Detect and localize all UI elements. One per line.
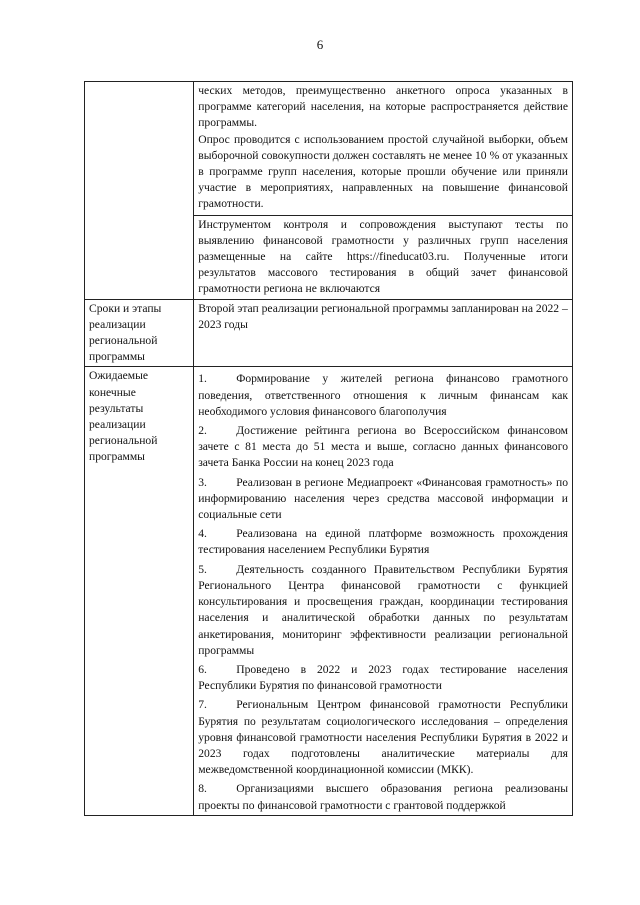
- row-label-empty: [85, 82, 194, 300]
- methods-paragraph-2: Опрос проводится с использованием простой случайной выборки, объем выборочной совокупности должен составлять не менее 10 % от указанных в программе групп населения, которые прошли обучение или приняли участие в мероприятиях, направленных на повышение финансовой грамотности.: [198, 132, 568, 211]
- result-item-5: 5. Деятельность созданного Правительством Республики Бурятия Регионального Центра финансовой грамотности с функцией консультирования и просвещения граждан, координации тестирования населения и аналитической обработки данных по результатам анкетирования, мониторинг эффективности реализации региональной программы: [198, 562, 568, 657]
- row-content-results: [194, 367, 573, 815]
- result-item-3: 3. Реализован в регионе Медиапроект «Финансовая грамотность» по информированию населения через средства массовой информации и социальные сети: [198, 475, 568, 522]
- result-item-8: 8. Организациями высшего образования региона реализованы проекты по финансовой грамотности с грантовой поддержкой: [198, 782, 568, 812]
- methods-paragraph-1: ческих методов, преимущественно анкетного опроса указанных в программе категорий населения, на которые распространяется действие программы.: [198, 84, 568, 130]
- result-item-1: 1. Формирование у жителей региона финансово грамотного поведения, ответственного отношения к личным финансам как необходимого условия финансового благополучия: [198, 372, 568, 418]
- row-content-methods: [194, 82, 573, 300]
- methods-paragraph-3: Инструментом контроля и сопровождения выступают тесты по выявлению финансовой грамотности у различных групп населения размещенные на сайте https://fineducat03.ru. Полученные итоги результатов массового тестирования в общий зачет финансовой грамотности региона не включаются: [194, 215, 572, 298]
- stages-text: Второй этап реализации региональной программы запланирован на 2022 – 2023 годы: [198, 301, 568, 331]
- result-item-6: 6. Проведено в 2022 и 2023 годах тестирование населения Республики Бурятия по финансовой грамотности: [198, 662, 568, 693]
- result-item-7: 7. Региональным Центром финансовой грамотности Республики Бурятия по результатам социологического исследования – определения уровня финансовой грамотности населения Республики Бурятия в 2022 и 2023 годах подготовлены аналитические материалы для межведомственной координационной комиссии (МКК).: [198, 698, 568, 777]
- table-row-stages: [85, 299, 573, 367]
- row-content-stages: [194, 299, 573, 367]
- page-number: 6: [316, 37, 324, 52]
- program-passport-table: [84, 81, 573, 816]
- table-row-results: [85, 367, 573, 815]
- row-label-results: Ожидаемые конечные результаты реализации региональной программы: [85, 367, 194, 815]
- result-item-4: 4. Реализована на единой платформе возможность прохождения тестирования населением Республики Бурятия: [198, 527, 568, 557]
- result-item-2: 2. Достижение рейтинга региона во Всероссийском финансовом зачете с 81 места до 51 места и выше, согласно данных финансового зачета Банка России на конец 2023 года: [198, 424, 568, 470]
- table-row-methods: [85, 82, 573, 300]
- row-label-stages: Сроки и этапы реализации региональной программы: [85, 299, 194, 367]
